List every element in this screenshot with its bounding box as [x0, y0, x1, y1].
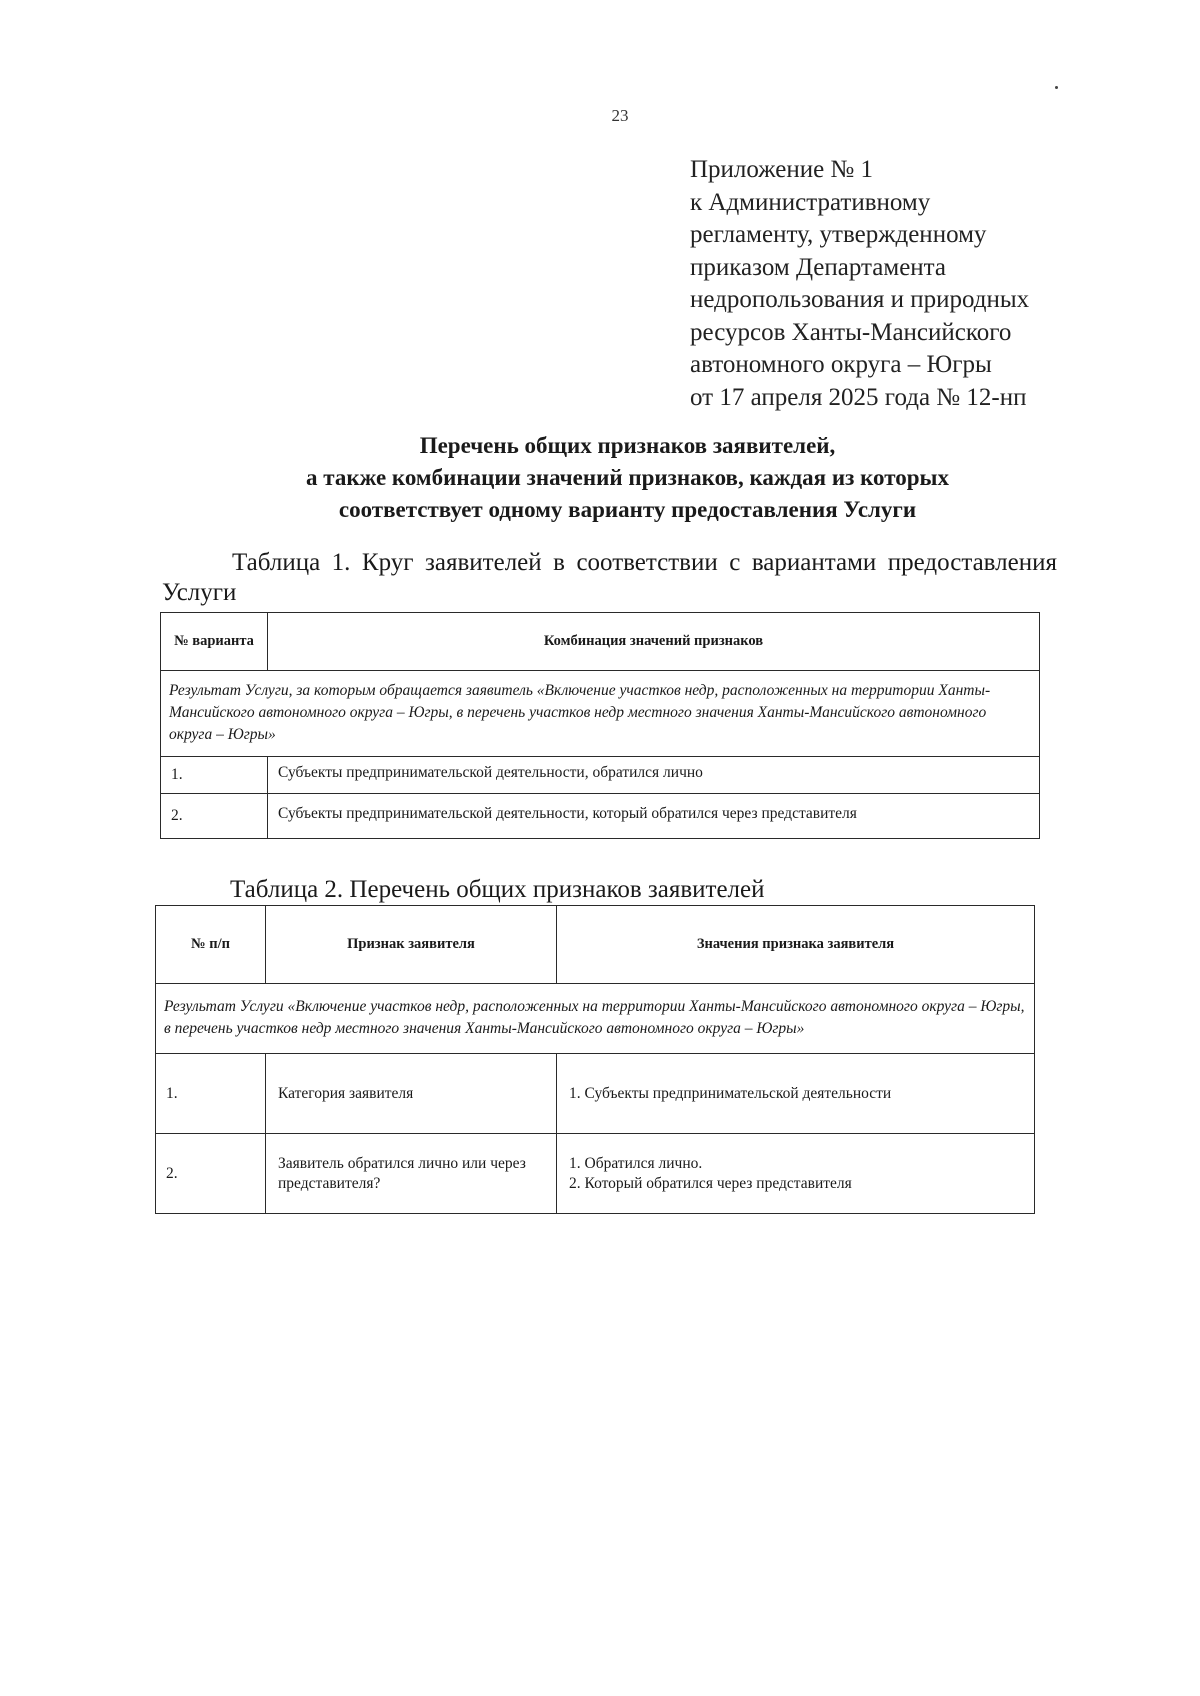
table-row	[156, 1134, 1035, 1214]
scan-artifact-dot	[1055, 86, 1058, 89]
table2-result-text: Результат Услуги «Включение участков недр, расположенных на территории Ханты-Мансийского автономного округа – Югры, в перечень участков недр местного значения Ханты-Мансийского автономного округа – Югры»	[156, 984, 1035, 1054]
document-title	[160, 430, 1095, 526]
table-row	[161, 794, 1040, 839]
table1	[160, 612, 1040, 839]
table2-row-values	[557, 1054, 1035, 1134]
table2-row-values	[557, 1134, 1035, 1214]
appendix-line: автономного округа – Югры	[690, 351, 992, 378]
table1-row-number: 2.	[161, 794, 268, 839]
table2-header-values: Значения признака заявителя	[557, 906, 1035, 984]
appendix-block	[690, 154, 1110, 414]
appendix-line: Приложение № 1	[690, 156, 874, 183]
page-number: 23	[611, 106, 629, 125]
appendix-line: ресурсов Ханты-Мансийского	[690, 318, 1012, 346]
table1-row-number: 1.	[161, 757, 268, 794]
appendix-line: от 17 апреля 2025 года № 12-нп	[690, 383, 1027, 411]
table2	[155, 905, 1035, 1214]
table-row	[156, 1054, 1035, 1134]
value-line: 2. Который обратился через представителя	[569, 1174, 852, 1192]
appendix-line: недропользования и природных	[690, 286, 1030, 313]
appendix-line: регламенту, утвержденному	[690, 221, 987, 248]
table1-result-text: Результат Услуги, за которым обращается заявитель «Включение участков недр, расположенных на территории Ханты-Мансийского автономного округа – Югры, в перечень участков недр местного значения Ханты-Мансийского автономного округа – Югры»	[161, 671, 1040, 757]
appendix-line: к Административному	[690, 188, 931, 216]
value-line: 1. Субъекты предпринимательской деятельности	[569, 1084, 892, 1102]
title-line: а также комбинации значений признаков, каждая из которых	[306, 465, 949, 490]
table1-caption: Таблица 1. Круг заявителей в соответствии с вариантами предоставления Услуги	[162, 549, 1057, 606]
table2-caption: Таблица 2. Перечень общих признаков заявителей	[230, 876, 765, 903]
table1-header-variant-number: № варианта	[161, 613, 268, 671]
appendix-line: приказом Департамента	[690, 253, 946, 281]
title-line: соответствует одному варианту предоставления Услуги	[338, 497, 917, 522]
table2-row-number: 1.	[156, 1054, 266, 1134]
table-row	[161, 757, 1040, 794]
table2-row-feature: Заявитель обратился лично или через представителя?	[266, 1134, 557, 1214]
value-line: 1. Обратился лично.	[569, 1154, 703, 1172]
table1-row-text: Субъекты предпринимательской деятельности, который обратился через представителя	[268, 794, 1040, 839]
table2-header-feature: Признак заявителя	[266, 906, 557, 984]
table2-row-feature: Категория заявителя	[266, 1054, 557, 1134]
table2-row-number: 2.	[156, 1134, 266, 1214]
title-line: Перечень общих признаков заявителей,	[419, 433, 836, 458]
table2-header-number: № п/п	[156, 906, 266, 984]
table1-header-combination: Комбинация значений признаков	[268, 613, 1040, 671]
table1-row-text: Субъекты предпринимательской деятельности, обратился лично	[268, 757, 1040, 794]
